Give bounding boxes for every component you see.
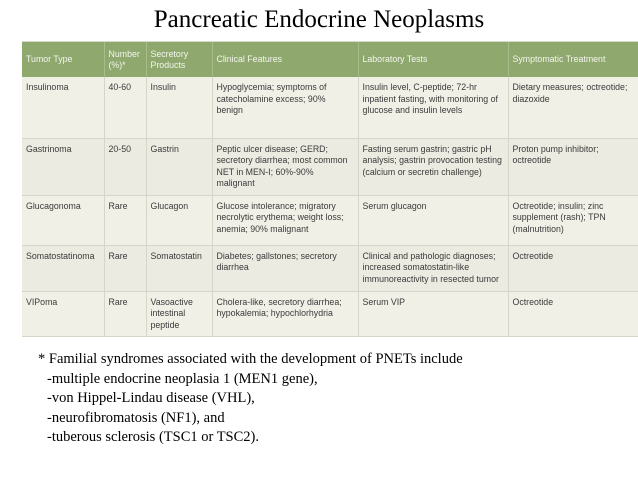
table-header-row	[22, 42, 638, 77]
tumor-table	[22, 42, 638, 337]
table-row	[22, 195, 638, 245]
cell-laboratory-tests: Insulin level, C-peptide; 72-hr inpatient fasting, with monitoring of glucose and insulin levels	[358, 77, 508, 138]
header-tumor-type: Tumor Type	[22, 42, 104, 77]
cell-tumor-type: VIPoma	[22, 291, 104, 337]
header-number: Number (%)*	[104, 42, 146, 77]
table-row	[22, 138, 638, 195]
cell-secretory-products: Gastrin	[146, 138, 212, 195]
cell-secretory-products: Insulin	[146, 77, 212, 138]
cell-laboratory-tests: Serum glucagon	[358, 195, 508, 245]
cell-symptomatic-treatment: Dietary measures; octreotide; diazoxide	[508, 77, 638, 138]
cell-clinical-features: Peptic ulcer disease; GERD; secretory diarrhea; most common NET in MEN-I; 60%-90% malignant	[212, 138, 358, 195]
note-item: -multiple endocrine neoplasia 1 (MEN1 gene),	[47, 370, 318, 387]
cell-laboratory-tests: Clinical and pathologic diagnoses; increased somatostatin-like immunoreactivity in resected tumor	[358, 245, 508, 291]
cell-symptomatic-treatment: Octreotide	[508, 245, 638, 291]
cell-tumor-type: Insulinoma	[22, 77, 104, 138]
note-intro: * Familial syndromes associated with the development of PNETs include	[38, 351, 463, 367]
table-row	[22, 245, 638, 291]
cell-laboratory-tests: Serum VIP	[358, 291, 508, 337]
table-row	[22, 77, 638, 138]
cell-secretory-products: Somatostatin	[146, 245, 212, 291]
cell-laboratory-tests: Fasting serum gastrin; gastric pH analysis; gastrin provocation testing (calcium or secretin challenge)	[358, 138, 508, 195]
header-clinical-features: Clinical Features	[212, 42, 358, 77]
cell-tumor-type: Glucagonoma	[22, 195, 104, 245]
table-row	[22, 291, 638, 337]
cell-clinical-features: Diabetes; gallstones; secretory diarrhea	[212, 245, 358, 291]
cell-symptomatic-treatment: Octreotide	[508, 291, 638, 337]
cell-tumor-type: Somatostatinoma	[22, 245, 104, 291]
header-laboratory-tests: Laboratory Tests	[358, 42, 508, 77]
note-item: -von Hippel-Lindau disease (VHL),	[47, 390, 255, 406]
cell-tumor-type: Gastrinoma	[22, 138, 104, 195]
note-item: -neurofibromatosis (NF1), and	[47, 409, 225, 426]
cell-clinical-features: Cholera-like, secretory diarrhea; hypokalemia; hypochlorhydria	[212, 291, 358, 337]
cell-number: 20-50	[104, 138, 146, 195]
cell-number: Rare	[104, 245, 146, 291]
cell-clinical-features: Hypoglycemia; symptoms of catecholamine excess; 90% benign	[212, 77, 358, 138]
cell-symptomatic-treatment: Octreotide; insulin; zinc supplement (rash); TPN (malnutrition)	[508, 195, 638, 245]
note-item: -tuberous sclerosis (TSC1 or TSC2).	[47, 429, 259, 445]
cell-symptomatic-treatment: Proton pump inhibitor; octreotide	[508, 138, 638, 195]
cell-number: 40-60	[104, 77, 146, 138]
header-secretory-products: Secretory Products	[146, 42, 212, 77]
cell-number: Rare	[104, 195, 146, 245]
cell-secretory-products: Vasoactive intestinal peptide	[146, 291, 212, 337]
cell-secretory-products: Glucagon	[146, 195, 212, 245]
cell-clinical-features: Glucose intolerance; migratory necrolytic erythema; weight loss; anemia; 90% malignant	[212, 195, 358, 245]
tumor-table-container	[22, 41, 638, 330]
familial-syndromes-note	[38, 350, 618, 448]
cell-number: Rare	[104, 291, 146, 337]
page-title: Pancreatic Endocrine Neoplasms	[153, 6, 485, 33]
header-symptomatic-treatment: Symptomatic Treatment	[508, 42, 638, 77]
